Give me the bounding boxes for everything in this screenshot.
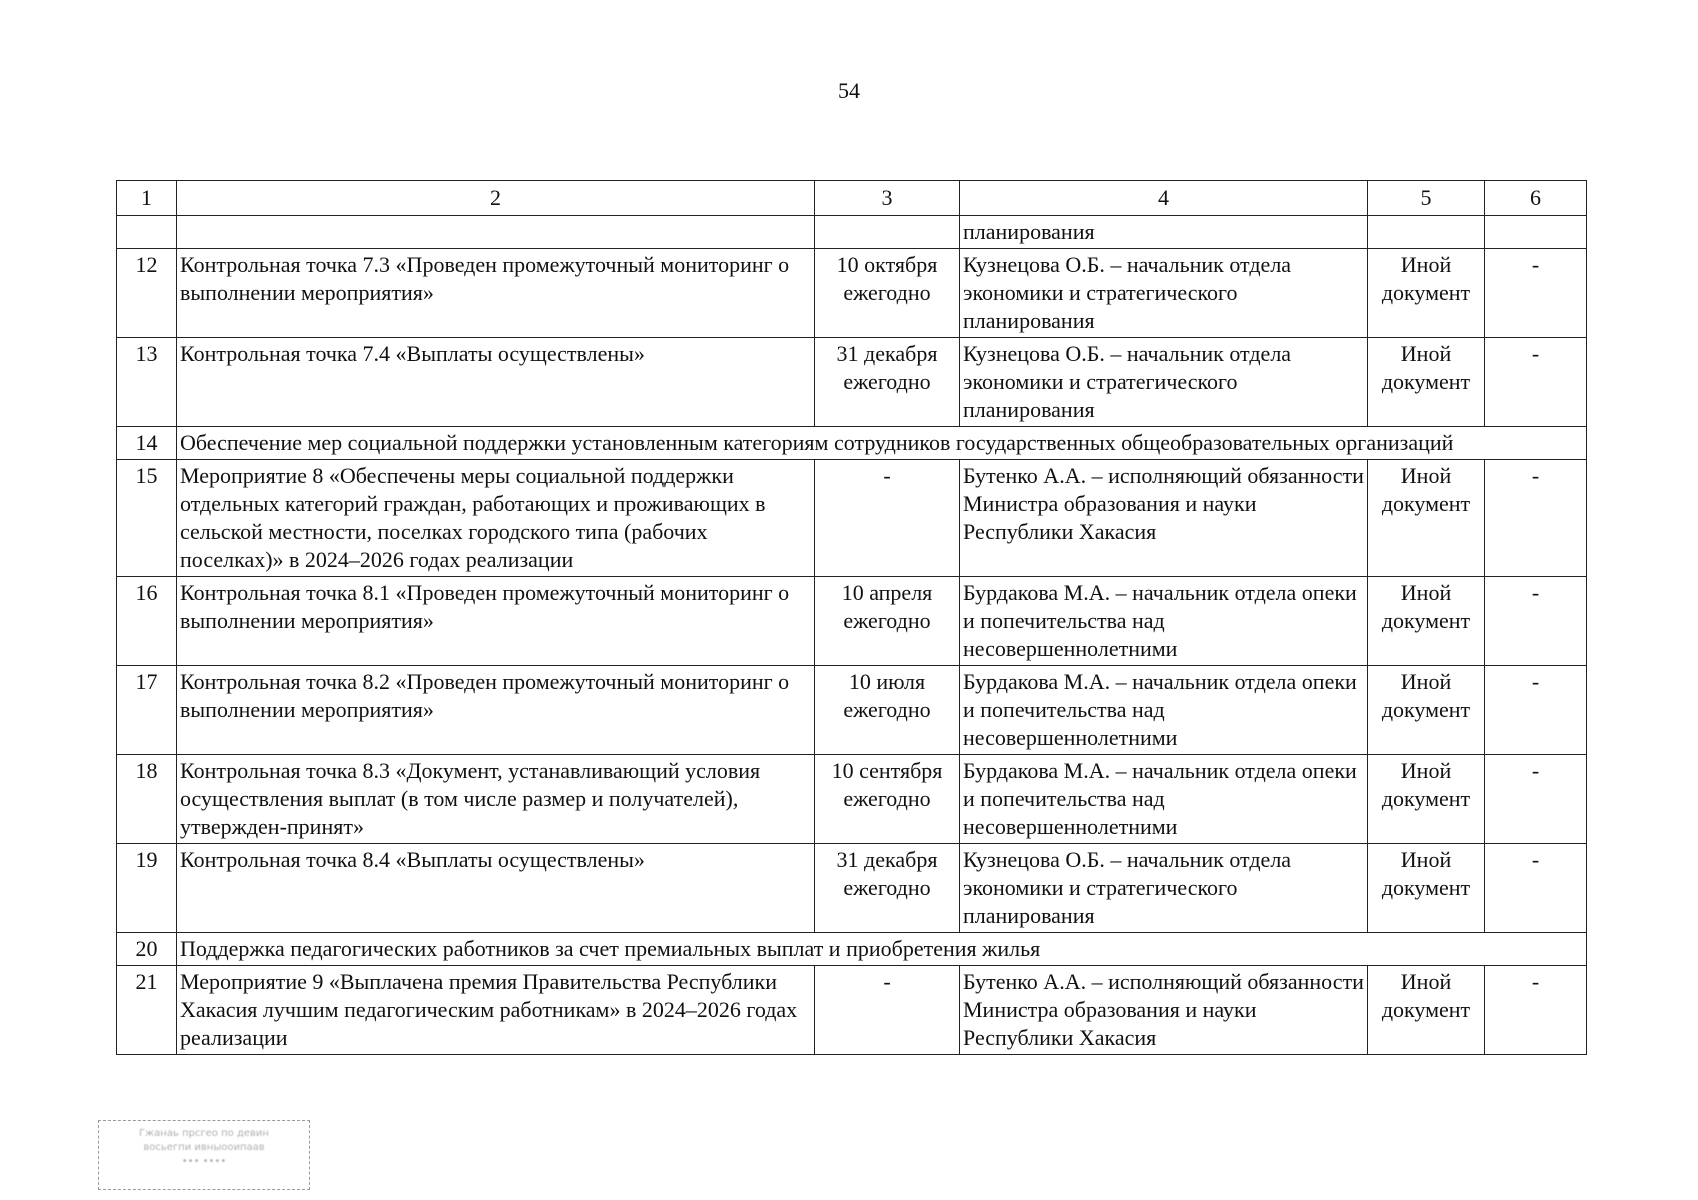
stamp-line: восьегпи ивныооипаав [143, 1142, 265, 1153]
document-type: Иной документ [1368, 966, 1485, 1055]
column-number: 1 [117, 181, 177, 216]
empty-cell [177, 216, 815, 249]
section-title: Поддержка педагогических работников за счет премиальных выплат и приобретения жилья [177, 933, 1587, 966]
row-number: 17 [117, 666, 177, 755]
info-system-mark: - [1485, 249, 1587, 338]
responsible-person: Кузнецова О.Б. – начальник отдела экономики и стратегического планирования [960, 338, 1368, 427]
deadline: 31 декабря ежегодно [815, 338, 960, 427]
document-type: Иной документ [1368, 755, 1485, 844]
empty-cell [117, 216, 177, 249]
deadline: 10 апреля ежегодно [815, 577, 960, 666]
info-system-mark: - [1485, 755, 1587, 844]
row-number: 20 [117, 933, 177, 966]
deadline: 31 декабря ежегодно [815, 844, 960, 933]
row-number: 13 [117, 338, 177, 427]
row-number: 15 [117, 460, 177, 577]
faded-stamp [98, 1120, 310, 1190]
measure-name: Контрольная точка 8.1 «Проведен промежуточный мониторинг о выполнении мероприятия» [177, 577, 815, 666]
measure-name: Мероприятие 8 «Обеспечены меры социальной поддержки отдельных категорий граждан, работающих и проживающих в сельской местности, поселках городского типа (рабочих поселках)» в 2024–2026 годах реализации [177, 460, 815, 577]
measure-name: Контрольная точка 7.4 «Выплаты осуществлены» [177, 338, 815, 427]
deadline: 10 октября ежегодно [815, 249, 960, 338]
responsible-person: Бутенко А.А. – исполняющий обязанности Министра образования и науки Республики Хакасия [960, 966, 1368, 1055]
row-number: 18 [117, 755, 177, 844]
row-number: 16 [117, 577, 177, 666]
column-number: 2 [177, 181, 815, 216]
measure-name: Контрольная точка 8.3 «Документ, устанавливающий условия осуществления выплат (в том числе размер и получателей), утвержден-принят» [177, 755, 815, 844]
stamp-line: ••• •••• [181, 1156, 227, 1167]
responsible-cell: планирования [960, 216, 1368, 249]
measure-name: Контрольная точка 8.2 «Проведен промежуточный мониторинг о выполнении мероприятия» [177, 666, 815, 755]
table-row [117, 844, 1587, 933]
table-row [117, 338, 1587, 427]
info-system-mark: - [1485, 460, 1587, 577]
section-title: Обеспечение мер социальной поддержки установленным категориям сотрудников государственных общеобразовательных организаций [177, 427, 1587, 460]
empty-cell [1368, 216, 1485, 249]
deadline: 10 июля ежегодно [815, 666, 960, 755]
row-number: 19 [117, 844, 177, 933]
document-type: Иной документ [1368, 666, 1485, 755]
document-type: Иной документ [1368, 460, 1485, 577]
column-number: 4 [960, 181, 1368, 216]
section-row [117, 427, 1587, 460]
page-number: 54 [838, 78, 860, 103]
responsible-person: Бурдакова М.А. – начальник отдела опеки и попечительства над несовершеннолетними [960, 577, 1368, 666]
responsible-person: Кузнецова О.Б. – начальник отдела экономики и стратегического планирования [960, 249, 1368, 338]
row-number: 14 [117, 427, 177, 460]
measures-table [116, 180, 1587, 1055]
section-row [117, 933, 1587, 966]
info-system-mark: - [1485, 338, 1587, 427]
deadline: - [815, 460, 960, 577]
table-row [117, 666, 1587, 755]
info-system-mark: - [1485, 666, 1587, 755]
measure-name: Контрольная точка 8.4 «Выплаты осуществлены» [177, 844, 815, 933]
info-system-mark: - [1485, 844, 1587, 933]
row-number: 12 [117, 249, 177, 338]
responsible-person: Кузнецова О.Б. – начальник отдела экономики и стратегического планирования [960, 844, 1368, 933]
document-type: Иной документ [1368, 338, 1485, 427]
info-system-mark: - [1485, 577, 1587, 666]
info-system-mark: - [1485, 966, 1587, 1055]
responsible-person: Бурдакова М.А. – начальник отдела опеки и попечительства над несовершеннолетними [960, 755, 1368, 844]
table-row [117, 249, 1587, 338]
deadline: 10 сентября ежегодно [815, 755, 960, 844]
measure-name: Мероприятие 9 «Выплачена премия Правительства Республики Хакасия лучшим педагогическим работникам» в 2024–2026 годах реализации [177, 966, 815, 1055]
column-number-row [117, 181, 1587, 216]
responsible-person: Бурдакова М.А. – начальник отдела опеки и попечительства над несовершеннолетними [960, 666, 1368, 755]
empty-cell [815, 216, 960, 249]
document-type: Иной документ [1368, 844, 1485, 933]
table-row [117, 577, 1587, 666]
document-type: Иной документ [1368, 249, 1485, 338]
empty-cell [1485, 216, 1587, 249]
table-row [117, 966, 1587, 1055]
continuation-row [117, 216, 1587, 249]
deadline: - [815, 966, 960, 1055]
table-row [117, 755, 1587, 844]
document-type: Иной документ [1368, 577, 1485, 666]
responsible-person: Бутенко А.А. – исполняющий обязанности Министра образования и науки Республики Хакасия [960, 460, 1368, 577]
stamp-line: Гжанаь прсгео по девин [139, 1128, 269, 1139]
column-number: 6 [1485, 181, 1587, 216]
table-row [117, 460, 1587, 577]
column-number: 5 [1368, 181, 1485, 216]
row-number: 21 [117, 966, 177, 1055]
column-number: 3 [815, 181, 960, 216]
measure-name: Контрольная точка 7.3 «Проведен промежуточный мониторинг о выполнении мероприятия» [177, 249, 815, 338]
